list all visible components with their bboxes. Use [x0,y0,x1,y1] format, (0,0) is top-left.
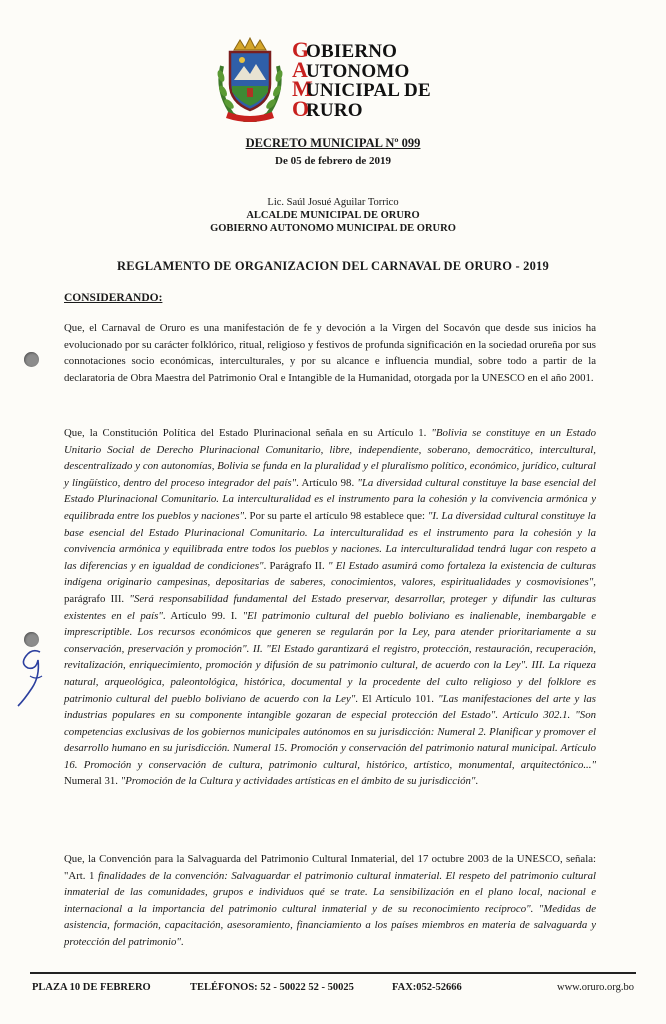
paragraph-3 [64,851,596,951]
footer-fax: FAX:052-52666 [392,982,462,993]
quoted-text: "Promoción de la Cultura y actividades artísticas en el ámbito de su jurisdicción" [120,775,476,788]
body-text: . [180,935,184,948]
wordmark-line-1: GOBIERNO [292,37,398,62]
quoted-text: " El Estado asumirá como fortaleza la existencia de culturas indígena originario campesinas, depositarias de saberes, conocimientos, valores, espiritualidades y cosmovisiones" [64,559,596,589]
considerando-heading: CONSIDERANDO: [64,292,163,304]
signer-name: Lic. Saúl Josué Aguilar Torrico [267,197,399,208]
body-text: . Por su parte el artículo 98 establece que: [244,509,428,522]
body-text: . Parágrafo II. [263,559,328,572]
quoted-text: "Las manifestaciones del arte y las industrias populares en su componente intangible gozaran de especial protección del Estado". Artículo 302.1. "Son competencias exclusivas de los gobiernos municipales autónomos en su jurisdicción: Numeral 2. Planificar y promover el desarrollo humano en su jurisdicción. Numeral 15. Promoción y conservación del patrimonio natural municipal. Artículo 16. Promoción y conservación de cultura, patrimonio cultural, histórico, artístico, monumental, arquitectónico..." [64,692,596,771]
footer-address: PLAZA 10 DE FEBRERO [32,982,151,993]
paragraph-2 [64,425,596,790]
body-text: Que, la Constitución Política del Estado Plurinacional señala en su Artículo 1. [64,427,432,439]
wordmark-line-3: MUNICIPAL DE [292,76,431,101]
signer-role: ALCALDE MUNICIPAL DE ORURO [246,210,420,221]
body-text: . [475,775,479,788]
quoted-text: "Bolivia se constituye en un Estado Unitario Social de Derecho Plurinacional Comunitario, libre, independiente, soberano, democrático, intercultural, descentralizado y con autonomías, Bolivia se funda en la pluralidad y el pluralismo político, económico, jurídico, cultural y lingüístico, dentro del proceso integrador del país" [64,427,596,489]
body-text: Numeral 31. [64,775,121,788]
letterhead [0,32,666,124]
regulation-title: REGLAMENTO DE ORGANIZACION DEL CARNAVAL DE ORURO - 2019 [117,259,549,273]
footer-divider [30,972,636,974]
body-text: , parágrafo III. [64,576,596,605]
body-text: Que, la Convención para la Salvaguarda del Patrimonio Cultural Inmaterial, del 17 octubre 2003 de la UNESCO, señala: "Art. 1 [64,853,596,882]
signer-institution: GOBIERNO AUTONOMO MUNICIPAL DE ORURO [210,223,456,234]
wordmark-line-2: AUTONOMO [292,56,410,82]
quoted-text: finalidades de la convención: Salvaguardar el patrimonio cultural inmaterial. El respeto del patrimonio cultural inmaterial de las comunidades, grupos e individuos qué se trate. La sensibilización en el plano local, nacional e internacional a la importancia del patrimonio cultural inmaterial y de su reconocimiento recíproco". "Medidas de asistencia, formación, capacitación, asesoramiento, financiamiento a los países miembros en materia de salvaguarda y protección del patrimonio" [64,869,596,948]
footer [30,982,636,998]
wordmark-line-4: ORURO [292,95,363,121]
decree-date: De 05 de febrero de 2019 [275,155,391,167]
quoted-text: "La diversidad cultural constituye la base esencial del Estado Plurinacional Comunitario. La interculturalidad es el instrumento para la cohesión y la convivencia armónica y equilibrada entre los pueblos y naciones" [64,476,596,522]
footer-phones: TELÉFONOS: 52 - 50022 52 - 50025 [190,982,354,993]
body-text: . Artículo 98. [296,476,358,489]
quoted-text: "I. La diversidad cultural constituye la base esencial del Estado Plurinacional Comunitario. La interculturalidad es el instrumento para la cohesión y la convivencia armónica y equilibrada entre todos los pueblos y naciones. La interculturalidad tendrá lugar con respeto a las diferencias y en igualdad de condiciones" [64,509,597,572]
municipal-coat-of-arms-logo [214,36,286,122]
binder-hole [24,632,39,647]
institution-wordmark [292,37,431,121]
footer-website[interactable]: www.oruro.org.bo [557,982,634,993]
decree-title: DECRETO MUNICIPAL Nº 099 [245,136,421,150]
quoted-text: "Será responsabilidad fundamental del Estado preservar, desarrollar, proteger y difundir las culturas existentes en el país" [64,592,596,622]
signer-block [0,196,666,235]
quoted-text: "El patrimonio cultural del pueblo boliviano es inalienable, inembargable e imprescriptible. Los recursos económicos que generen se regularán por la Ley, para atender prioritariamente a su conservación, preservación y promoción". II. "El Estado garantizará el registro, protección, restauración, recuperación, revitalización, enriquecimiento, promoción y difusión de su patrimonio cultural, de acuerdo con la Ley". III. La riqueza natural, arqueológica, paleontológica, histórica, documental y la procedente del culto religioso y del folklore es patrimonio cultural del pueblo boliviano de acuerdo con la Ley" [64,609,597,705]
body-text: . Artículo 99. I. [162,609,243,622]
paragraph-1: Que, el Carnaval de Oruro es una manifestación de fe y devoción a la Virgen del Socavón que desde sus inicios ha evolucionado por su carácter folklórico, ritual, religioso y festivos de profunda significación en la sociedad orureña por sus connotaciones socio económicas, interculturales, y por su alcance e influencia mundial, sobre todo a partir de la declaratoria de Obra Maestra del Patrimonio Oral e Intangible de la Humanidad, otorgada por la UNESCO en el año 2001. [64,322,596,384]
handwritten-mark [10,646,50,708]
binder-hole [24,352,39,367]
body-text: . El Artículo 101. [355,692,439,705]
